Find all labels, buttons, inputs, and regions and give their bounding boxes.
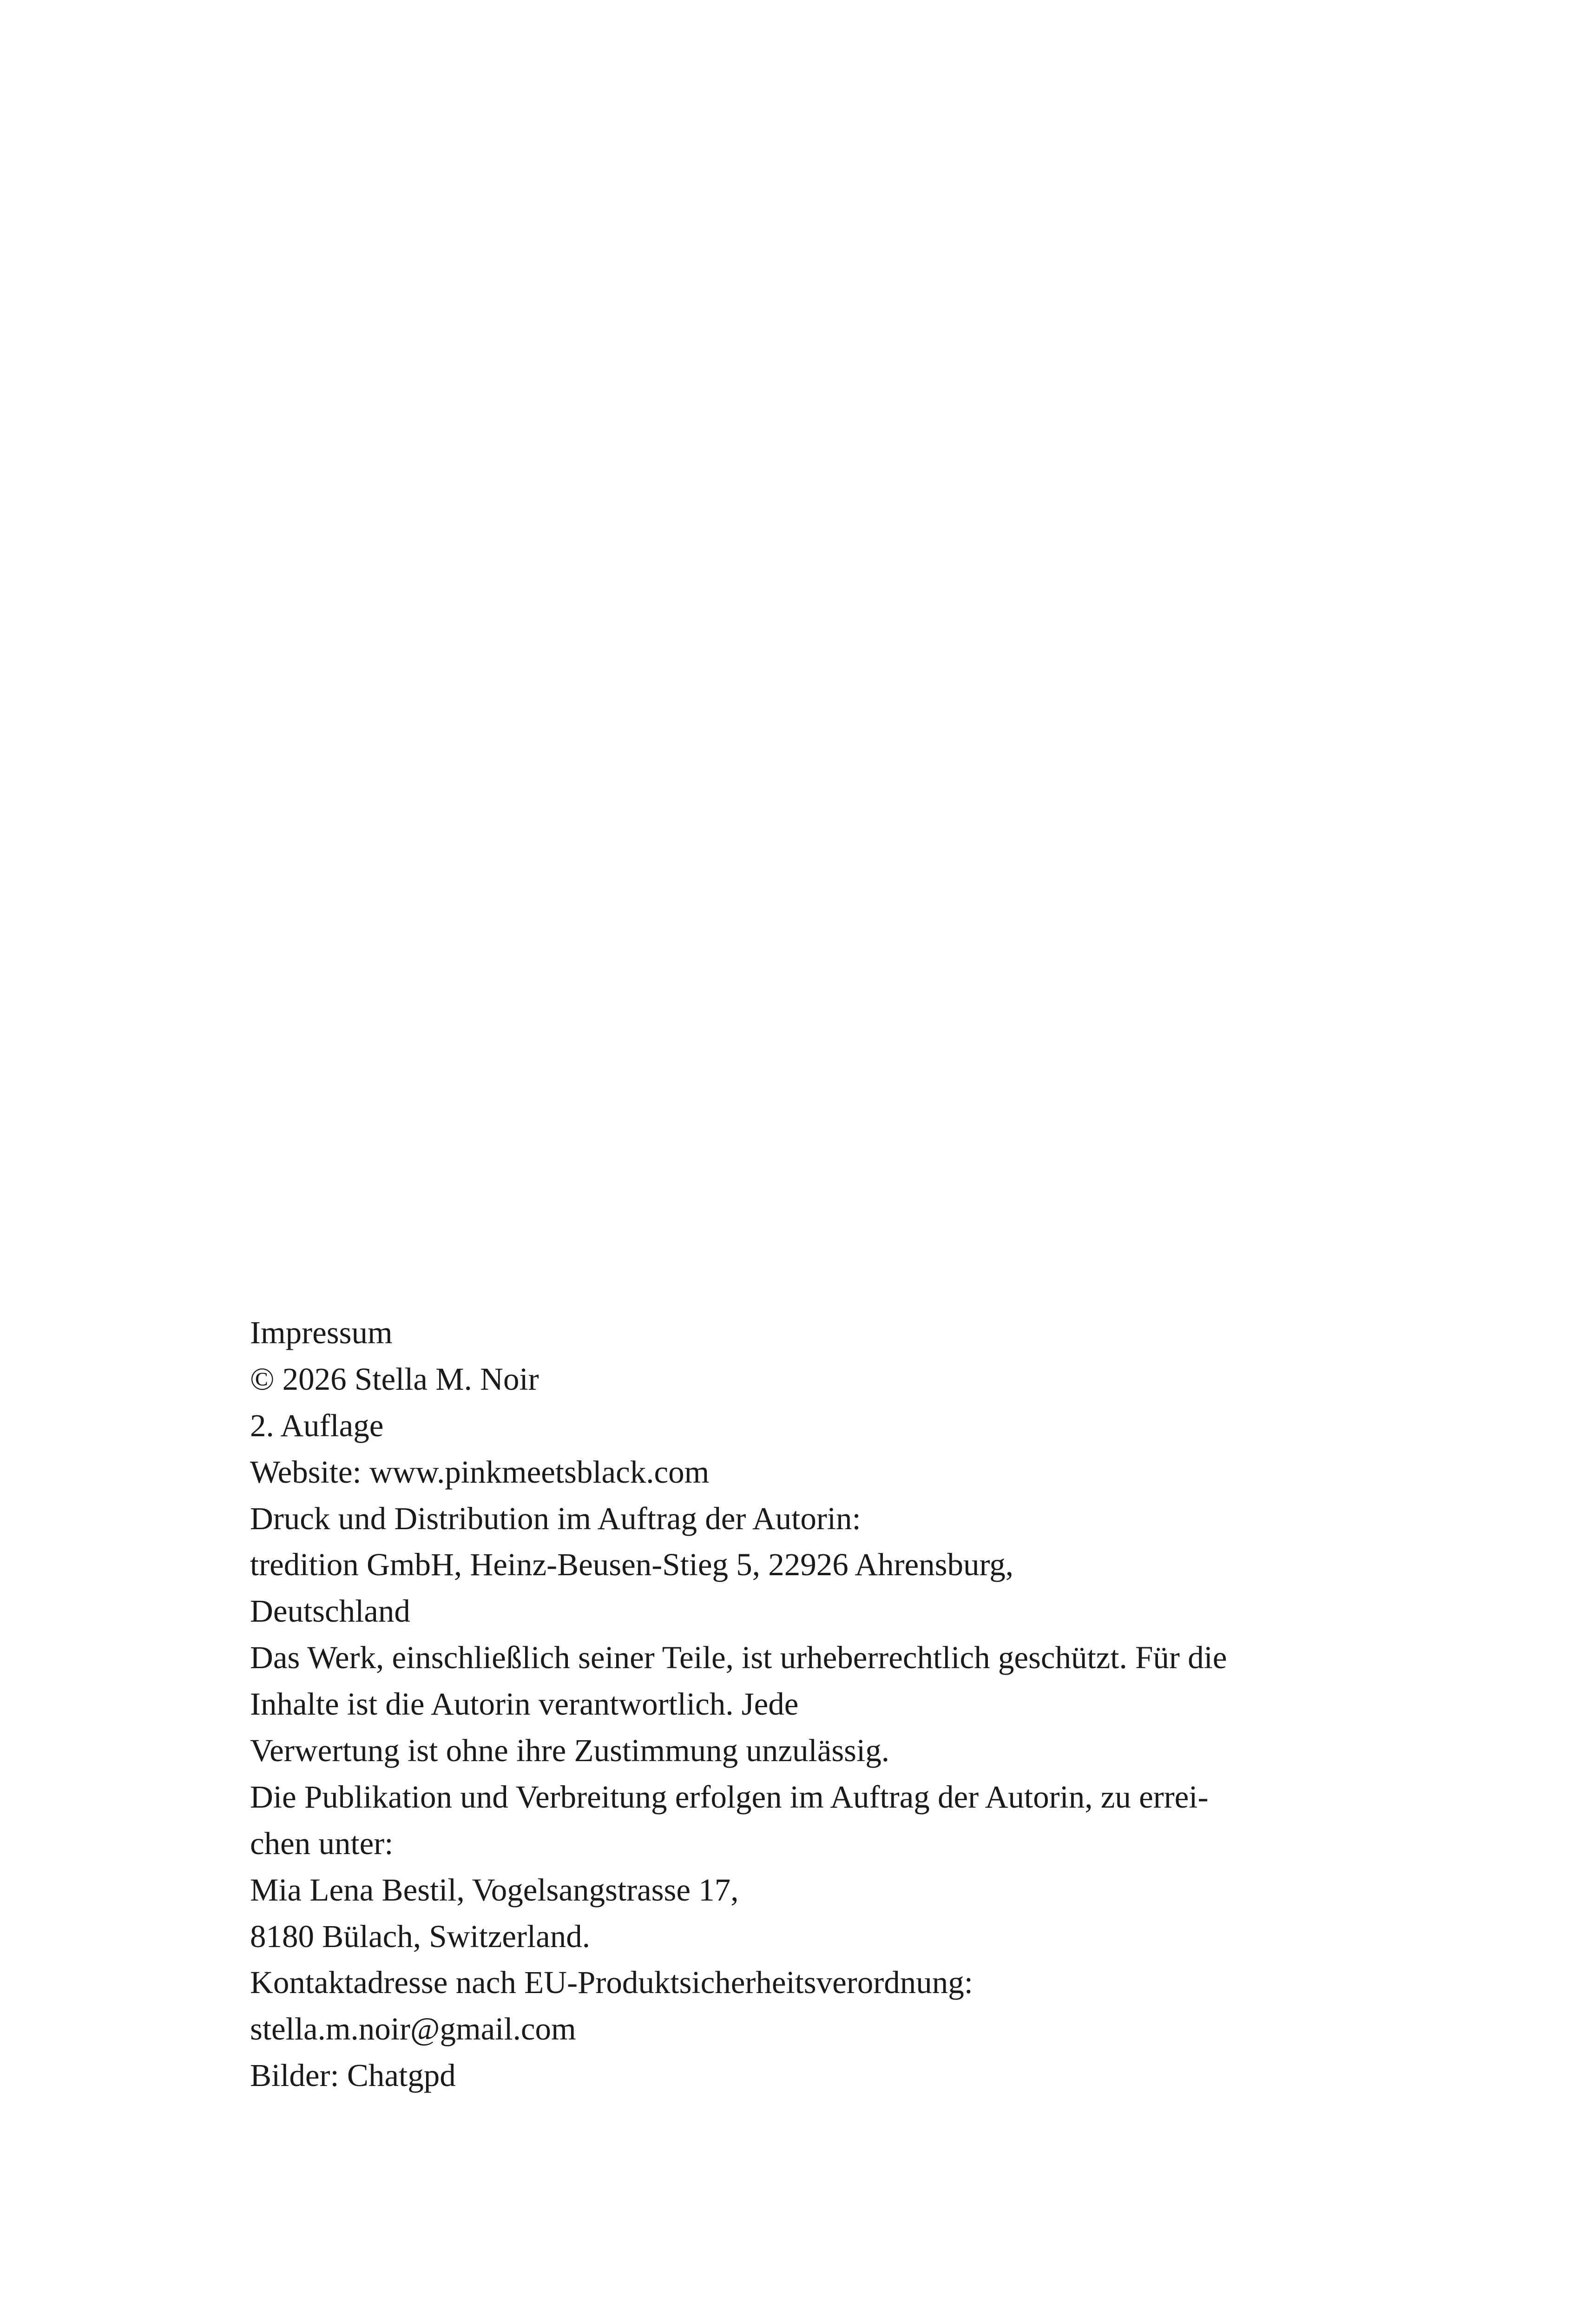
copyright-notice-line-2: Inhalte ist die Autorin verantwortlich. Jede <box>250 1686 799 1722</box>
edition-line: 2. Auflage <box>250 1407 384 1443</box>
publication-notice-line-2: chen unter: <box>250 1825 394 1861</box>
copyright-notice-line-1: Das Werk, einschließlich seiner Teile, ist urheberrechtlich geschützt. Für die <box>250 1640 1227 1676</box>
contact-heading-line: Kontaktadresse nach EU-Produktsicherheitsverordnung: <box>250 1965 973 2000</box>
author-address-line-2: 8180 Bülach, Switzerland. <box>250 1918 591 1954</box>
copyright-line: © 2026 Stella M. Noir <box>250 1361 539 1397</box>
imprint-block <box>250 1310 1365 2099</box>
publisher-country-line: Deutschland <box>250 1593 410 1629</box>
author-address-line-1: Mia Lena Bestil, Vogelsangstrasse 17, <box>250 1872 739 1908</box>
publisher-address-line: tredition GmbH, Heinz-Beusen-Stieg 5, 22926 Ahrensburg, <box>250 1547 1013 1583</box>
publication-notice-line-1: Die Publikation und Verbreitung erfolgen im Auftrag der Autorin, zu errei- <box>250 1779 1209 1815</box>
print-distribution-line: Druck und Distribution im Auftrag der Autorin: <box>250 1500 861 1536</box>
contact-email-line: stella.m.noir@gmail.com <box>250 2011 576 2047</box>
website-line: Website: www.pinkmeetsblack.com <box>250 1454 710 1490</box>
image-credit-line: Bilder: Chatgpd <box>250 2058 456 2093</box>
imprint-heading: Impressum <box>250 1315 393 1350</box>
copyright-notice-line-3: Verwertung ist ohne ihre Zustimmung unzulässig. <box>250 1733 889 1769</box>
